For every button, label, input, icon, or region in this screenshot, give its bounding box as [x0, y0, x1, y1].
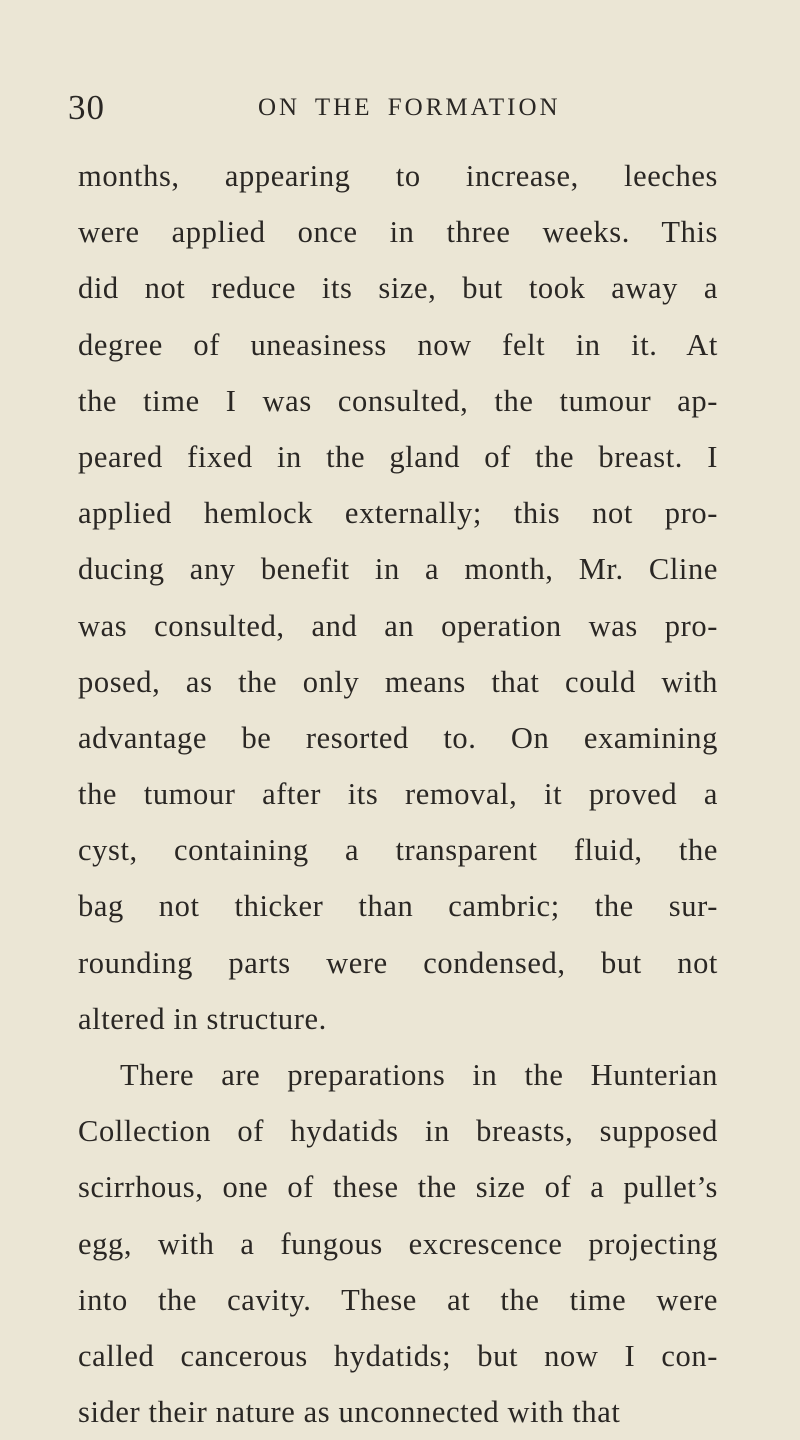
text-line: altered in structure.	[78, 1001, 327, 1036]
text-line: did not reduce its size, but took away a	[78, 271, 718, 306]
paragraph-2	[78, 1047, 718, 1440]
text-line: scirrhous, one of these the size of a pullet’s	[78, 1170, 718, 1205]
text-line: sider their nature as unconnected with that	[78, 1395, 621, 1430]
text-line: the tumour after its removal, it proved a	[78, 777, 718, 812]
text-line: posed, as the only means that could with	[78, 664, 718, 699]
text-line: months, appearing to increase, leeches	[78, 159, 718, 193]
text-line: Collection of hydatids in breasts, supposed	[78, 1114, 718, 1149]
text-line: bag not thicker than cambric; the sur-	[78, 889, 718, 924]
text-line: applied hemlock externally; this not pro-	[78, 496, 718, 531]
text-line: cyst, containing a transparent fluid, the	[78, 833, 718, 868]
text-line: into the cavity. These at the time were	[78, 1282, 718, 1317]
text-line: advantage be resorted to. On examining	[78, 720, 718, 755]
text-line: peared fixed in the gland of the breast. I	[78, 439, 718, 474]
text-line: rounding parts were condensed, but not	[78, 945, 718, 980]
running-head	[68, 88, 720, 128]
body-text	[78, 148, 718, 1440]
text-line: There are preparations in the Hunterian	[120, 1058, 718, 1092]
running-title: ON THE FORMATION	[258, 94, 561, 121]
page-number: 30	[68, 88, 105, 127]
text-line: the time I was consulted, the tumour ap-	[78, 383, 718, 418]
text-line: egg, with a fungous excrescence projecting	[78, 1226, 718, 1261]
text-line: was consulted, and an operation was pro-	[78, 608, 718, 643]
paragraph-1	[78, 148, 718, 1047]
text-line: ducing any benefit in a month, Mr. Cline	[78, 552, 718, 587]
text-line: called cancerous hydatids; but now I con-	[78, 1338, 718, 1373]
text-line: degree of uneasiness now felt in it. At	[78, 327, 718, 362]
text-line: were applied once in three weeks. This	[78, 215, 718, 250]
